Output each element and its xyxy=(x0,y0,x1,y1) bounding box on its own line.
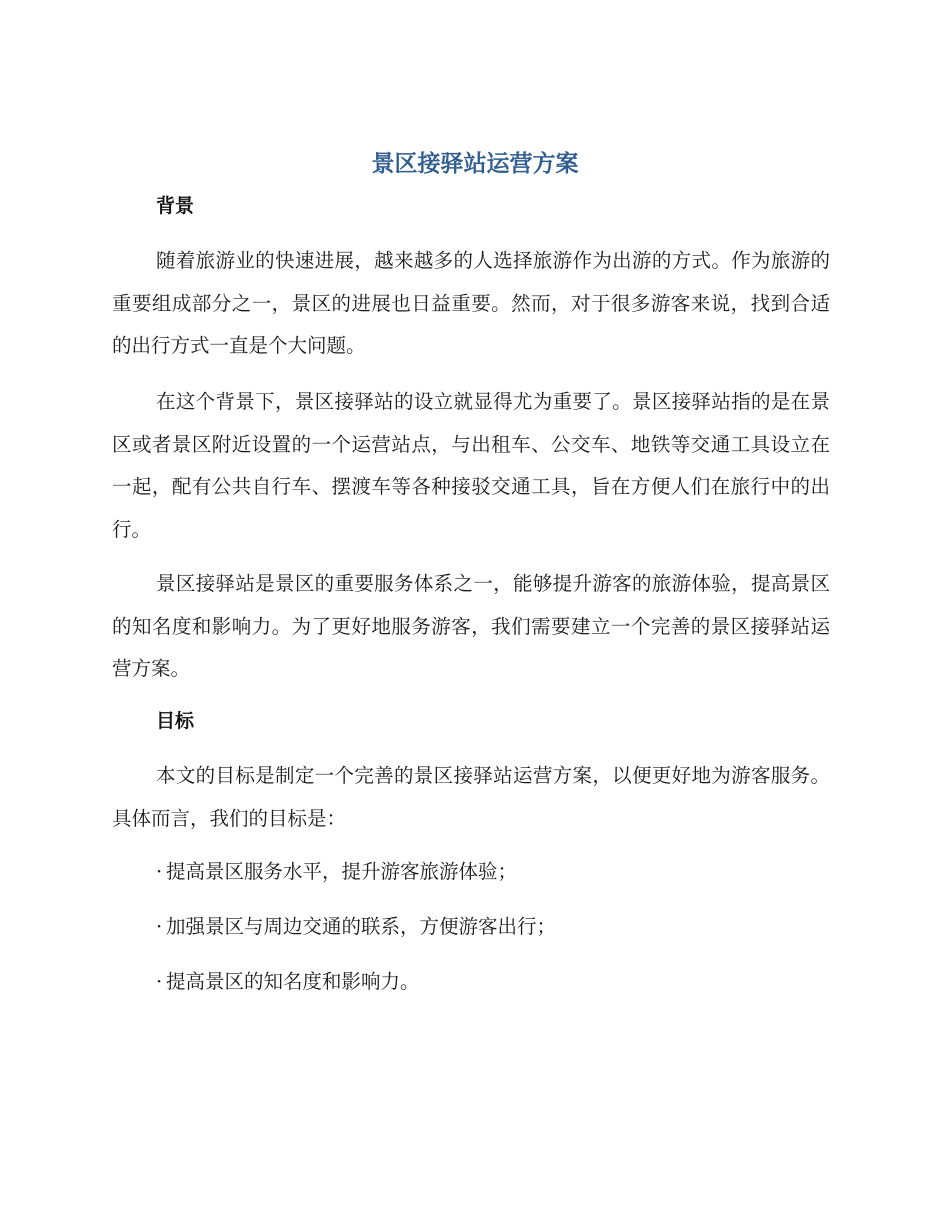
goal-text: 提高景区服务水平，提升游客旅游体验； xyxy=(166,860,518,883)
bullet-dot-icon: · xyxy=(156,915,163,938)
goal-list-item xyxy=(156,967,420,997)
goal-text: 加强景区与周边交通的联系，方便游客出行； xyxy=(166,915,557,938)
bullet-dot-icon: · xyxy=(156,860,163,883)
goal-list-item xyxy=(156,857,517,887)
bullet-dot-icon: · xyxy=(156,970,163,993)
section-heading-background: 背景 xyxy=(156,195,195,217)
goal-list-item xyxy=(156,912,556,942)
goal-text: 提高景区的知名度和影响力。 xyxy=(166,970,420,993)
paragraph-background-1: 随着旅游业的快速进展，越来越多的人选择旅游作为出游的方式。作为旅游的重要组成部分之一，景区的进展也日益重要。然而，对于很多游客来说，找到合适的出行方式一直是个大问题。 xyxy=(112,249,830,357)
paragraph-background-2: 在这个背景下，景区接驿站的设立就显得尤为重要了。景区接驿站指的是在景区或者景区附近设置的一个运营站点，与出租车、公交车、地铁等交通工具设立在一起，配有公共自行车、摆渡车等各种接驳交通工具，旨在方便人们在旅行中的出行。 xyxy=(112,390,830,541)
section-heading-goals: 目标 xyxy=(156,710,195,732)
paragraph-goals-intro: 本文的目标是制定一个完善的景区接驿站运营方案，以便更好地为游客服务。具体而言，我们的目标是： xyxy=(112,764,830,830)
paragraph-background-3: 景区接驿站是景区的重要服务体系之一，能够提升游客的旅游体验，提高景区的知名度和影响力。为了更好地服务游客，我们需要建立一个完善的景区接驿站运营方案。 xyxy=(112,572,830,680)
document-title: 景区接驿站运营方案 xyxy=(371,151,579,177)
